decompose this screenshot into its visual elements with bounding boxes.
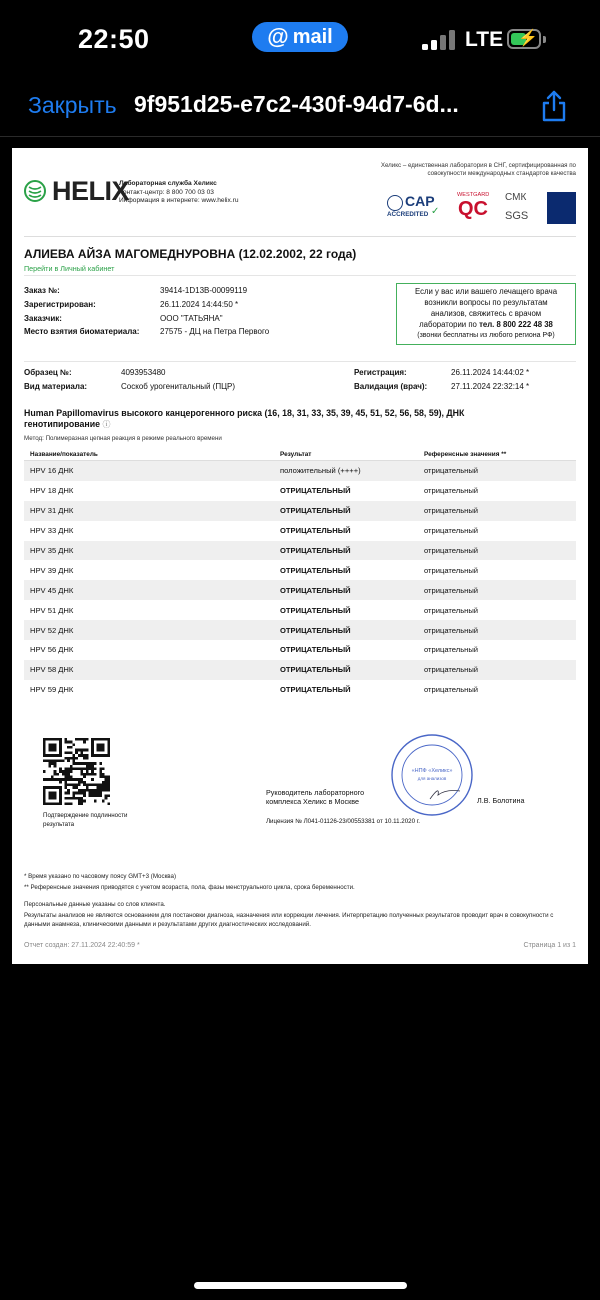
row-name: HPV 58 ДНК	[24, 660, 274, 680]
row-name: HPV 51 ДНК	[30, 605, 74, 615]
home-indicator[interactable]	[194, 1282, 407, 1289]
table-row	[24, 660, 576, 680]
table-row	[24, 461, 576, 481]
license: Лицензия № Л041-01126-23/00553381 от 10.11.2020 г.	[266, 818, 420, 825]
row-reference: отрицательный	[424, 645, 479, 655]
helix-logo: HELIX	[52, 176, 130, 206]
table-row	[24, 501, 576, 521]
svg-text:для анализов: для анализов	[417, 776, 447, 781]
close-button[interactable]: Закрыть	[28, 92, 117, 118]
results-table	[24, 448, 576, 700]
footnote-disclaimer: Результаты анализов не являются основанием для постановки диагноза, назначения или коррекции лечения. Интерпретацию полученных результатов проводит врач в совокупности с данными анамнеза, клиническими данными и результатами других диагностических исследований.	[24, 912, 554, 928]
row-reference: отрицательный	[418, 620, 576, 640]
table-row	[24, 560, 576, 580]
row-result: ОТРИЦАТЕЛЬНЫЙ	[280, 526, 351, 536]
row-reference: отрицательный	[418, 580, 576, 600]
info-icon: ⓘ	[102, 420, 111, 429]
row-name: HPV 16 ДНК	[24, 461, 274, 481]
page-number: Страница 1 из 1	[523, 942, 576, 949]
global-group-logo	[547, 192, 576, 224]
row-result: ОТРИЦАТЕЛЬНЫЙ	[280, 645, 351, 655]
lab-seal-stamp	[390, 733, 474, 817]
row-reference: отрицательный	[424, 685, 479, 695]
row-result: ОТРИЦАТЕЛЬНЫЙ	[280, 685, 351, 695]
col-header-result: Результат	[274, 448, 418, 461]
row-result: ОТРИЦАТЕЛЬНЫЙ	[274, 620, 418, 640]
row-reference: отрицательный	[424, 526, 479, 536]
test-title: Human Papillomavirus высокого канцерогенного риска (16, 18, 31, 33, 35, 39, 45, 51, 52, 56, 58, 59), ДНК генотипирование ⓘ	[24, 408, 465, 429]
westgard-qc-logo: WESTGARD QC	[457, 192, 490, 220]
row-result: ОТРИЦАТЕЛЬНЫЙ	[274, 660, 418, 680]
sample-labels: Образец №: Вид материала:	[24, 368, 88, 391]
table-row	[24, 680, 576, 700]
row-result: ОТРИЦАТЕЛЬНЫЙ	[274, 501, 418, 521]
footnote-personal: Персональные данные указаны со слов клиента.	[24, 901, 166, 908]
row-reference: отрицательный	[418, 461, 576, 481]
status-bar	[0, 0, 600, 80]
table-row	[24, 620, 576, 640]
order-labels: Заказ №: Зарегистрирован: Заказчик: Место взятия биоматериала:	[24, 286, 140, 337]
validation-values: 26.11.2024 14:44:02 * 27.11.2024 22:32:14 *	[451, 368, 530, 391]
status-time: 22:50	[78, 24, 150, 54]
cap-accredited-logo: CAP ACCREDITED ✓	[387, 193, 440, 218]
row-result: ОТРИЦАТЕЛЬНЫЙ	[274, 541, 418, 561]
signer-name: Л.В. Болотина	[477, 796, 525, 805]
mail-pill-label: mail	[292, 25, 333, 48]
certification-text: Хеликс – единственная лаборатория в СНГ, сертифицированная по совокупности международных стандартов качества	[380, 162, 576, 177]
row-result: ОТРИЦАТЕЛЬНЫЙ	[280, 565, 351, 575]
row-result: ОТРИЦАТЕЛЬНЫЙ	[274, 580, 418, 600]
validation-labels: Регистрация: Валидация (врач):	[354, 368, 428, 391]
pdf-document[interactable]	[12, 148, 588, 964]
test-method: Метод: Полимеразная цепная реакция в режиме реального времени	[24, 435, 222, 442]
row-reference: отрицательный	[424, 565, 479, 575]
table-row	[24, 640, 576, 660]
row-name: HPV 56 ДНК	[30, 645, 74, 655]
row-name: HPV 52 ДНК	[24, 620, 274, 640]
patient-name: АЛИЕВА АЙЗА МАГОМЕДНУРОВНА (12.02.2002, 22 года)	[24, 247, 357, 261]
row-name: HPV 59 ДНК	[30, 685, 74, 695]
battery-icon: ⚡	[507, 29, 541, 49]
row-name: HPV 18 ДНК	[30, 486, 74, 496]
at-icon: @	[267, 24, 289, 49]
row-reference: отрицательный	[424, 605, 479, 615]
sample-values: 4093953480 Соскоб урогенитальный (ПЦР)	[121, 368, 236, 391]
svg-text:«НПФ «Хеликс»: «НПФ «Хеликс»	[411, 768, 453, 774]
doctor-contact-box: Если у вас или вашего лечащего врача возникли вопросы по результатам анализов, свяжитесь с врачом лаборатории по тел. 8 800 222 48 38 (звонки бесплатны из любого региона РФ)	[396, 283, 576, 345]
qr-code	[43, 738, 110, 805]
table-row	[24, 481, 576, 501]
head-caption: Руководитель лабораторного комплекса Хеликс в Москве	[266, 788, 365, 807]
row-reference: отрицательный	[418, 541, 576, 561]
signal-icon	[422, 30, 458, 50]
row-name: HPV 33 ДНК	[30, 526, 74, 536]
table-row	[24, 600, 576, 620]
table-row	[24, 521, 576, 541]
row-reference: отрицательный	[418, 660, 576, 680]
row-name: HPV 35 ДНК	[24, 541, 274, 561]
row-result: ОТРИЦАТЕЛЬНЫЙ	[280, 605, 351, 615]
col-header-reference: Референсные значения **	[418, 448, 576, 461]
share-icon[interactable]	[540, 90, 568, 122]
row-name: HPV 39 ДНК	[30, 565, 74, 575]
navigation-bar	[0, 80, 600, 137]
footnote-reference: ** Референсные значения приводятся с учетом возраста, пола, фазы менструального цикла, срока беременности.	[24, 884, 355, 891]
lab-info: Лабораторная служба Хеликс Контакт-центр: 8 800 700 03 03 Информация в интернете: www.helix.ru	[119, 180, 239, 205]
row-name: HPV 31 ДНК	[24, 501, 274, 521]
network-label: LTE	[465, 28, 504, 51]
footnote-time: * Время указано по часовому поясу GMT+3 (Москва)	[24, 873, 177, 880]
order-values: 39414-1D13B-00099119 26.11.2024 14:44:50 * ООО "ТАТЬЯНА" 27575 - ДЦ на Петра Первого	[160, 286, 270, 337]
row-result: ОТРИЦАТЕЛЬНЫЙ	[280, 486, 351, 496]
helix-logo-icon	[24, 180, 46, 202]
cmk-sgs-logo: СМК SGS	[505, 192, 529, 222]
row-reference: отрицательный	[424, 486, 479, 496]
qr-caption: Подтверждение подлинности результата	[43, 812, 128, 828]
table-row	[24, 541, 576, 561]
mail-pill[interactable]	[252, 22, 348, 52]
table-row	[24, 580, 576, 600]
cabinet-link[interactable]: Перейти в Личный кабинет	[24, 264, 115, 273]
document-title: 9f951d25-e7c2-430f-94d7-6d...	[134, 91, 459, 117]
row-result: положительный (++++)	[274, 461, 418, 481]
row-name: HPV 45 ДНК	[24, 580, 274, 600]
row-reference: отрицательный	[418, 501, 576, 521]
report-created: Отчет создан: 27.11.2024 22:40:59 *	[24, 942, 140, 949]
col-header-name: Название/показатель	[24, 448, 274, 461]
